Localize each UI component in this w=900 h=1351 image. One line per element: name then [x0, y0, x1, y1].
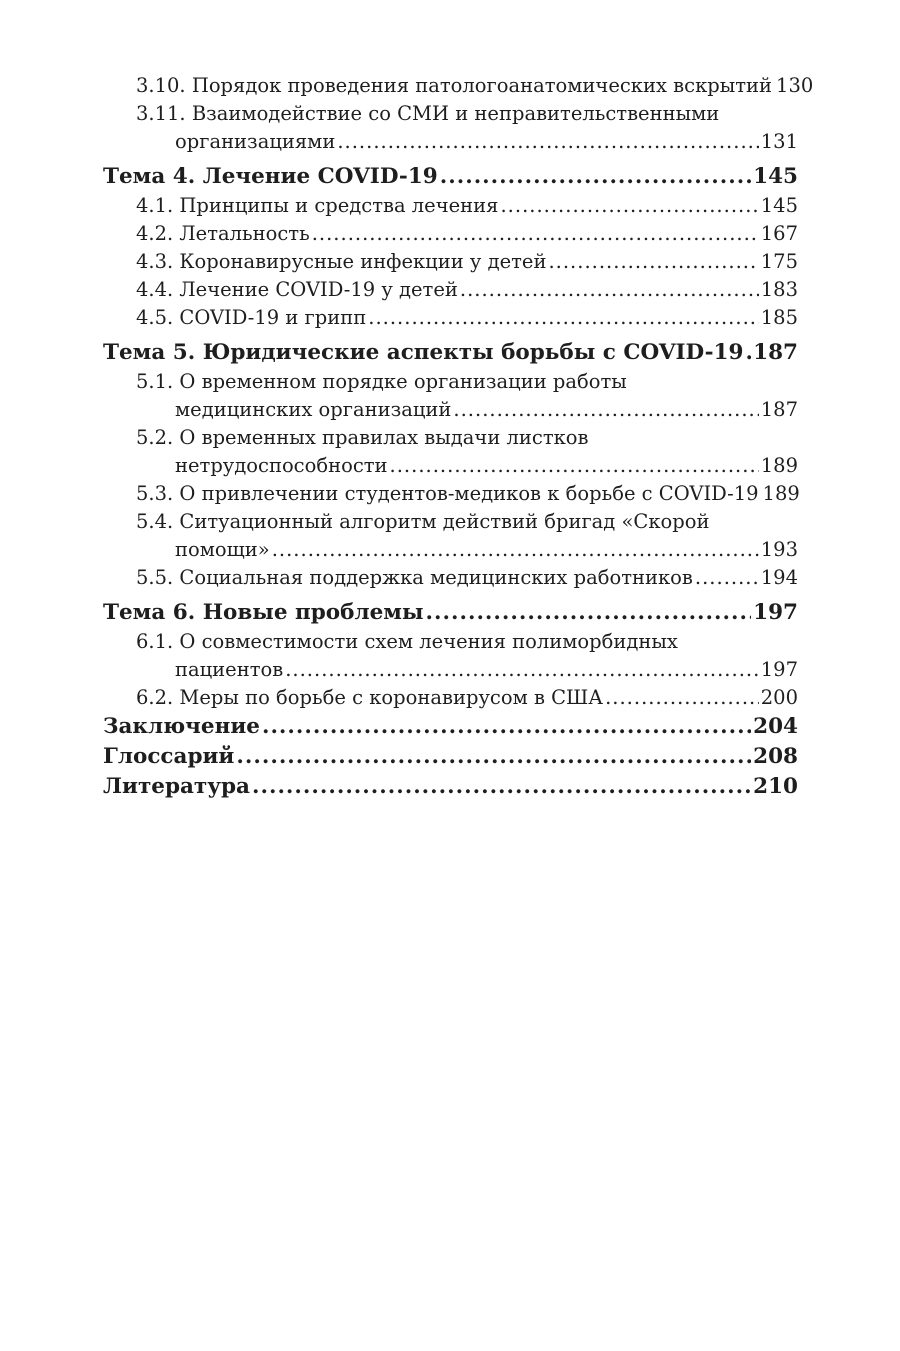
toc-entry-title: 6.2. Меры по борьбе с коронавирусом в США — [136, 686, 604, 709]
toc-page-number: 175 — [760, 250, 798, 273]
toc-page-number: 187 — [753, 340, 798, 365]
toc-leader-dots — [548, 248, 758, 276]
toc-entry-4-3[interactable] — [103, 248, 798, 276]
toc-page-number: 187 — [760, 398, 798, 421]
toc-topic-6[interactable] — [103, 598, 798, 628]
toc-entry-title: нетрудоспособности — [175, 454, 388, 477]
toc-leader-dots — [272, 536, 759, 564]
toc-glossary[interactable] — [103, 742, 798, 772]
toc-leader-dots — [312, 220, 759, 248]
toc-entry-6-2[interactable] — [103, 684, 798, 712]
toc-page-number: 210 — [753, 774, 798, 799]
toc-topic-4[interactable] — [103, 162, 798, 192]
toc-entry-3-11[interactable] — [103, 128, 798, 156]
toc-entry-5-5[interactable] — [103, 564, 798, 592]
toc-entry-5-2[interactable] — [103, 452, 798, 480]
toc-page-number: 189 — [760, 454, 798, 477]
toc-entry-5-1-line1[interactable]: 5.1. О временном порядке организации работы — [136, 370, 627, 393]
toc-entry-5-4-line1[interactable]: 5.4. Ситуационный алгоритм действий бригад «Скорой — [136, 510, 710, 533]
toc-entry-3-11-line1[interactable]: 3.11. Взаимодействие со СМИ и неправительственными — [136, 102, 720, 125]
toc-entry-6-1[interactable] — [103, 656, 798, 684]
toc-entry-title: 4.2. Летальность — [136, 222, 310, 245]
toc-page-number: 145 — [760, 194, 798, 217]
toc-leader-dots — [453, 396, 758, 424]
toc-page-number: 145 — [753, 164, 798, 189]
toc-entry-6-1-line1[interactable]: 6.1. О совместимости схем лечения полиморбидных — [136, 630, 678, 653]
toc-page-number: 167 — [760, 222, 798, 245]
toc-leader-dots — [605, 684, 759, 712]
toc-conclusion[interactable] — [103, 712, 798, 742]
toc-entry-4-5[interactable] — [103, 304, 798, 332]
toc-page-number: 130 — [776, 74, 814, 97]
toc-page-number: 194 — [760, 566, 798, 589]
toc-leader-dots — [337, 128, 758, 156]
toc-entry-title: 5.3. О привлечении студентов-медиков к борьбе с COVID-19 — [136, 482, 759, 505]
toc-entry-title: пациентов — [175, 658, 284, 681]
toc-leader-dots — [252, 772, 751, 802]
toc-leader-dots — [285, 656, 759, 684]
toc-entry-4-1[interactable] — [103, 192, 798, 220]
toc-page-number: 200 — [760, 686, 798, 709]
toc-page-number: 204 — [753, 714, 798, 739]
toc-literature[interactable] — [103, 772, 798, 802]
toc-topic-title: Заключение — [103, 714, 260, 739]
toc-page-number: 185 — [760, 306, 798, 329]
toc-entry-5-3[interactable] — [103, 480, 798, 508]
toc-leader-dots — [440, 162, 751, 192]
toc-page-number: 193 — [760, 538, 798, 561]
toc-page-number: 197 — [753, 600, 798, 625]
toc-page-number: 208 — [753, 744, 798, 769]
toc-page-number: 197 — [760, 658, 798, 681]
toc-entry-title: 4.5. COVID-19 и грипп — [136, 306, 367, 329]
table-of-contents — [103, 72, 814, 802]
toc-entry-5-1[interactable] — [103, 396, 798, 424]
toc-topic-title: Литература — [103, 774, 250, 799]
toc-leader-dots — [426, 598, 752, 628]
toc-entry-title: организациями — [175, 130, 336, 153]
toc-leader-dots — [695, 564, 759, 592]
toc-topic-title: Тема 4. Лечение COVID-19 — [103, 164, 438, 189]
toc-topic-title: Глоссарий — [103, 744, 235, 769]
toc-leader-dots — [236, 742, 751, 772]
toc-entry-title: 4.3. Коронавирусные инфекции у детей — [136, 250, 547, 273]
toc-leader-dots — [390, 452, 759, 480]
toc-leader-dots — [460, 276, 759, 304]
toc-entry-title: 5.5. Социальная поддержка медицинских работников — [136, 566, 693, 589]
toc-page-number: 189 — [762, 482, 800, 505]
toc-entry-4-4[interactable] — [103, 276, 798, 304]
toc-leader-dots — [745, 338, 751, 368]
toc-topic-5[interactable] — [103, 338, 798, 368]
toc-topic-title: Тема 6. Новые проблемы — [103, 600, 424, 625]
toc-leader-dots — [368, 304, 759, 332]
toc-entry-title: медицинских организаций — [175, 398, 452, 421]
toc-topic-title: Тема 5. Юридические аспекты борьбы с COVID-19 — [103, 340, 744, 365]
toc-page-number: 183 — [760, 278, 798, 301]
toc-entry-5-2-line1[interactable]: 5.2. О временных правилах выдачи листков — [136, 426, 589, 449]
toc-entry-title: 4.4. Лечение COVID-19 у детей — [136, 278, 458, 301]
toc-entry-3-10[interactable] — [103, 72, 814, 100]
toc-leader-dots — [500, 192, 758, 220]
toc-entry-title: 4.1. Принципы и средства лечения — [136, 194, 499, 217]
toc-entry-title: помощи» — [175, 538, 270, 561]
toc-leader-dots — [262, 712, 751, 742]
toc-entry-4-2[interactable] — [103, 220, 798, 248]
toc-page-number: 131 — [760, 130, 798, 153]
toc-entry-5-4[interactable] — [103, 536, 798, 564]
toc-entry-title: 3.10. Порядок проведения патологоанатомических вскрытий — [136, 74, 773, 97]
